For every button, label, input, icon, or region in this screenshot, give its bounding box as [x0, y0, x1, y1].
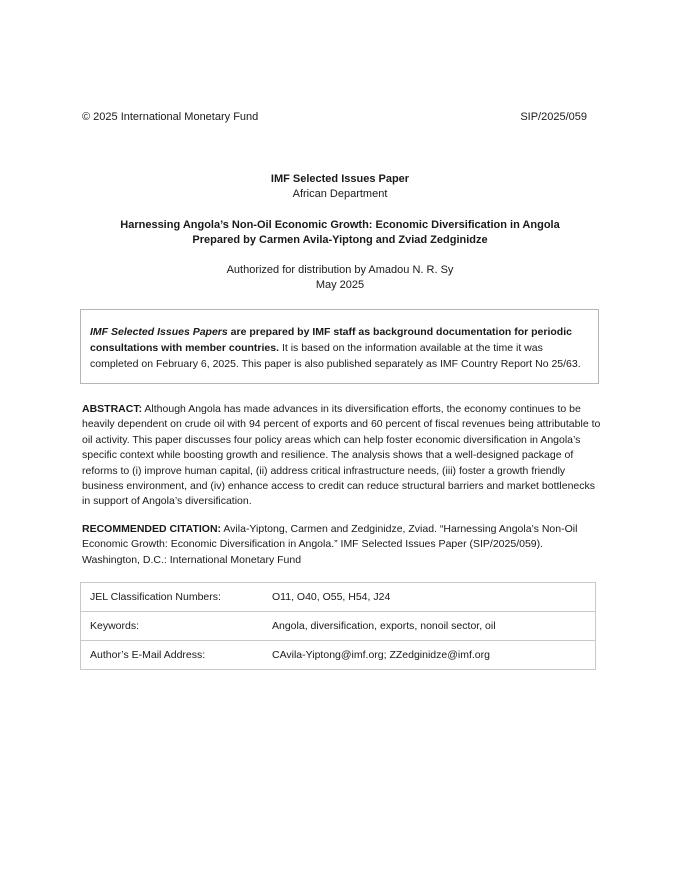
keywords-label: Keywords:	[81, 612, 264, 641]
disclaimer-bold-text: are prepared by IMF staff as background documentation for periodic consultations with member countries.	[90, 326, 572, 354]
email-value: CAvila-Yiptong@imf.org; ZZedginidze@imf.org	[263, 641, 596, 670]
abstract-text: Although Angola has made advances in its diversification efforts, the economy continues to be heavily dependent on crude oil with 94 percent of exports and 60 percent of fiscal revenues being attributable to oil activity. This paper discusses four policy areas which can help foster economic diversification in Angola’s specific context while boosting growth and resilience. The analysis shows that a well-designed package of reforms to (i) improve human capital, (ii) address critical infrastructure needs, (iii) foster a growth friendly business environment, and (iv) enhance access to credit can reduce structural barriers and market bottlenecks in support of Angola’s diversification.	[82, 403, 601, 508]
email-label: Author’s E-Mail Address:	[81, 641, 264, 670]
page-header	[82, 111, 587, 123]
table-row	[81, 612, 596, 641]
series-title: IMF Selected Issues Paper	[270, 173, 410, 185]
disclaimer-plain-text: It is based on the information available at the time it was completed on February 6, 2025. This paper is also published separately as IMF Country Report No 25/63.	[90, 342, 581, 370]
department-name: African Department	[292, 188, 388, 200]
publication-date: May 2025	[315, 279, 365, 291]
info-table	[80, 582, 596, 670]
table-row	[81, 583, 596, 612]
paper-title: Harnessing Angola’s Non-Oil Economic Growth: Economic Diversification in Angola	[120, 219, 560, 231]
jel-value: O11, O40, O55, H54, J24	[263, 583, 596, 612]
document-id: SIP/2025/059	[520, 111, 587, 123]
table-row	[81, 641, 596, 670]
citation-paragraph	[82, 522, 602, 568]
copyright-notice: © 2025 International Monetary Fund	[82, 111, 259, 123]
citation-text: Avila-Yiptong, Carmen and Zedginidze, Zviad. “Harnessing Angola’s Non-Oil Economic Growth: Economic Diversification in Angola.” IMF Selected Issues Paper (SIP/2025/059). Washington, D.C.: International Monetary Fund	[82, 523, 578, 566]
paper-authors: Prepared by Carmen Avila-Yiptong and Zviad Zedginidze	[192, 234, 488, 246]
abstract-paragraph	[82, 402, 602, 510]
citation-label: RECOMMENDED CITATION:	[82, 523, 222, 535]
keywords-value: Angola, diversification, exports, nonoil sector, oil	[263, 612, 596, 641]
jel-label: JEL Classification Numbers:	[81, 583, 264, 612]
authorization-line: Authorized for distribution by Amadou N. R. Sy	[226, 264, 454, 276]
disclaimer-series-name: IMF Selected Issues Papers	[90, 326, 228, 338]
abstract-label: ABSTRACT:	[82, 403, 143, 415]
disclaimer-box	[80, 309, 599, 384]
